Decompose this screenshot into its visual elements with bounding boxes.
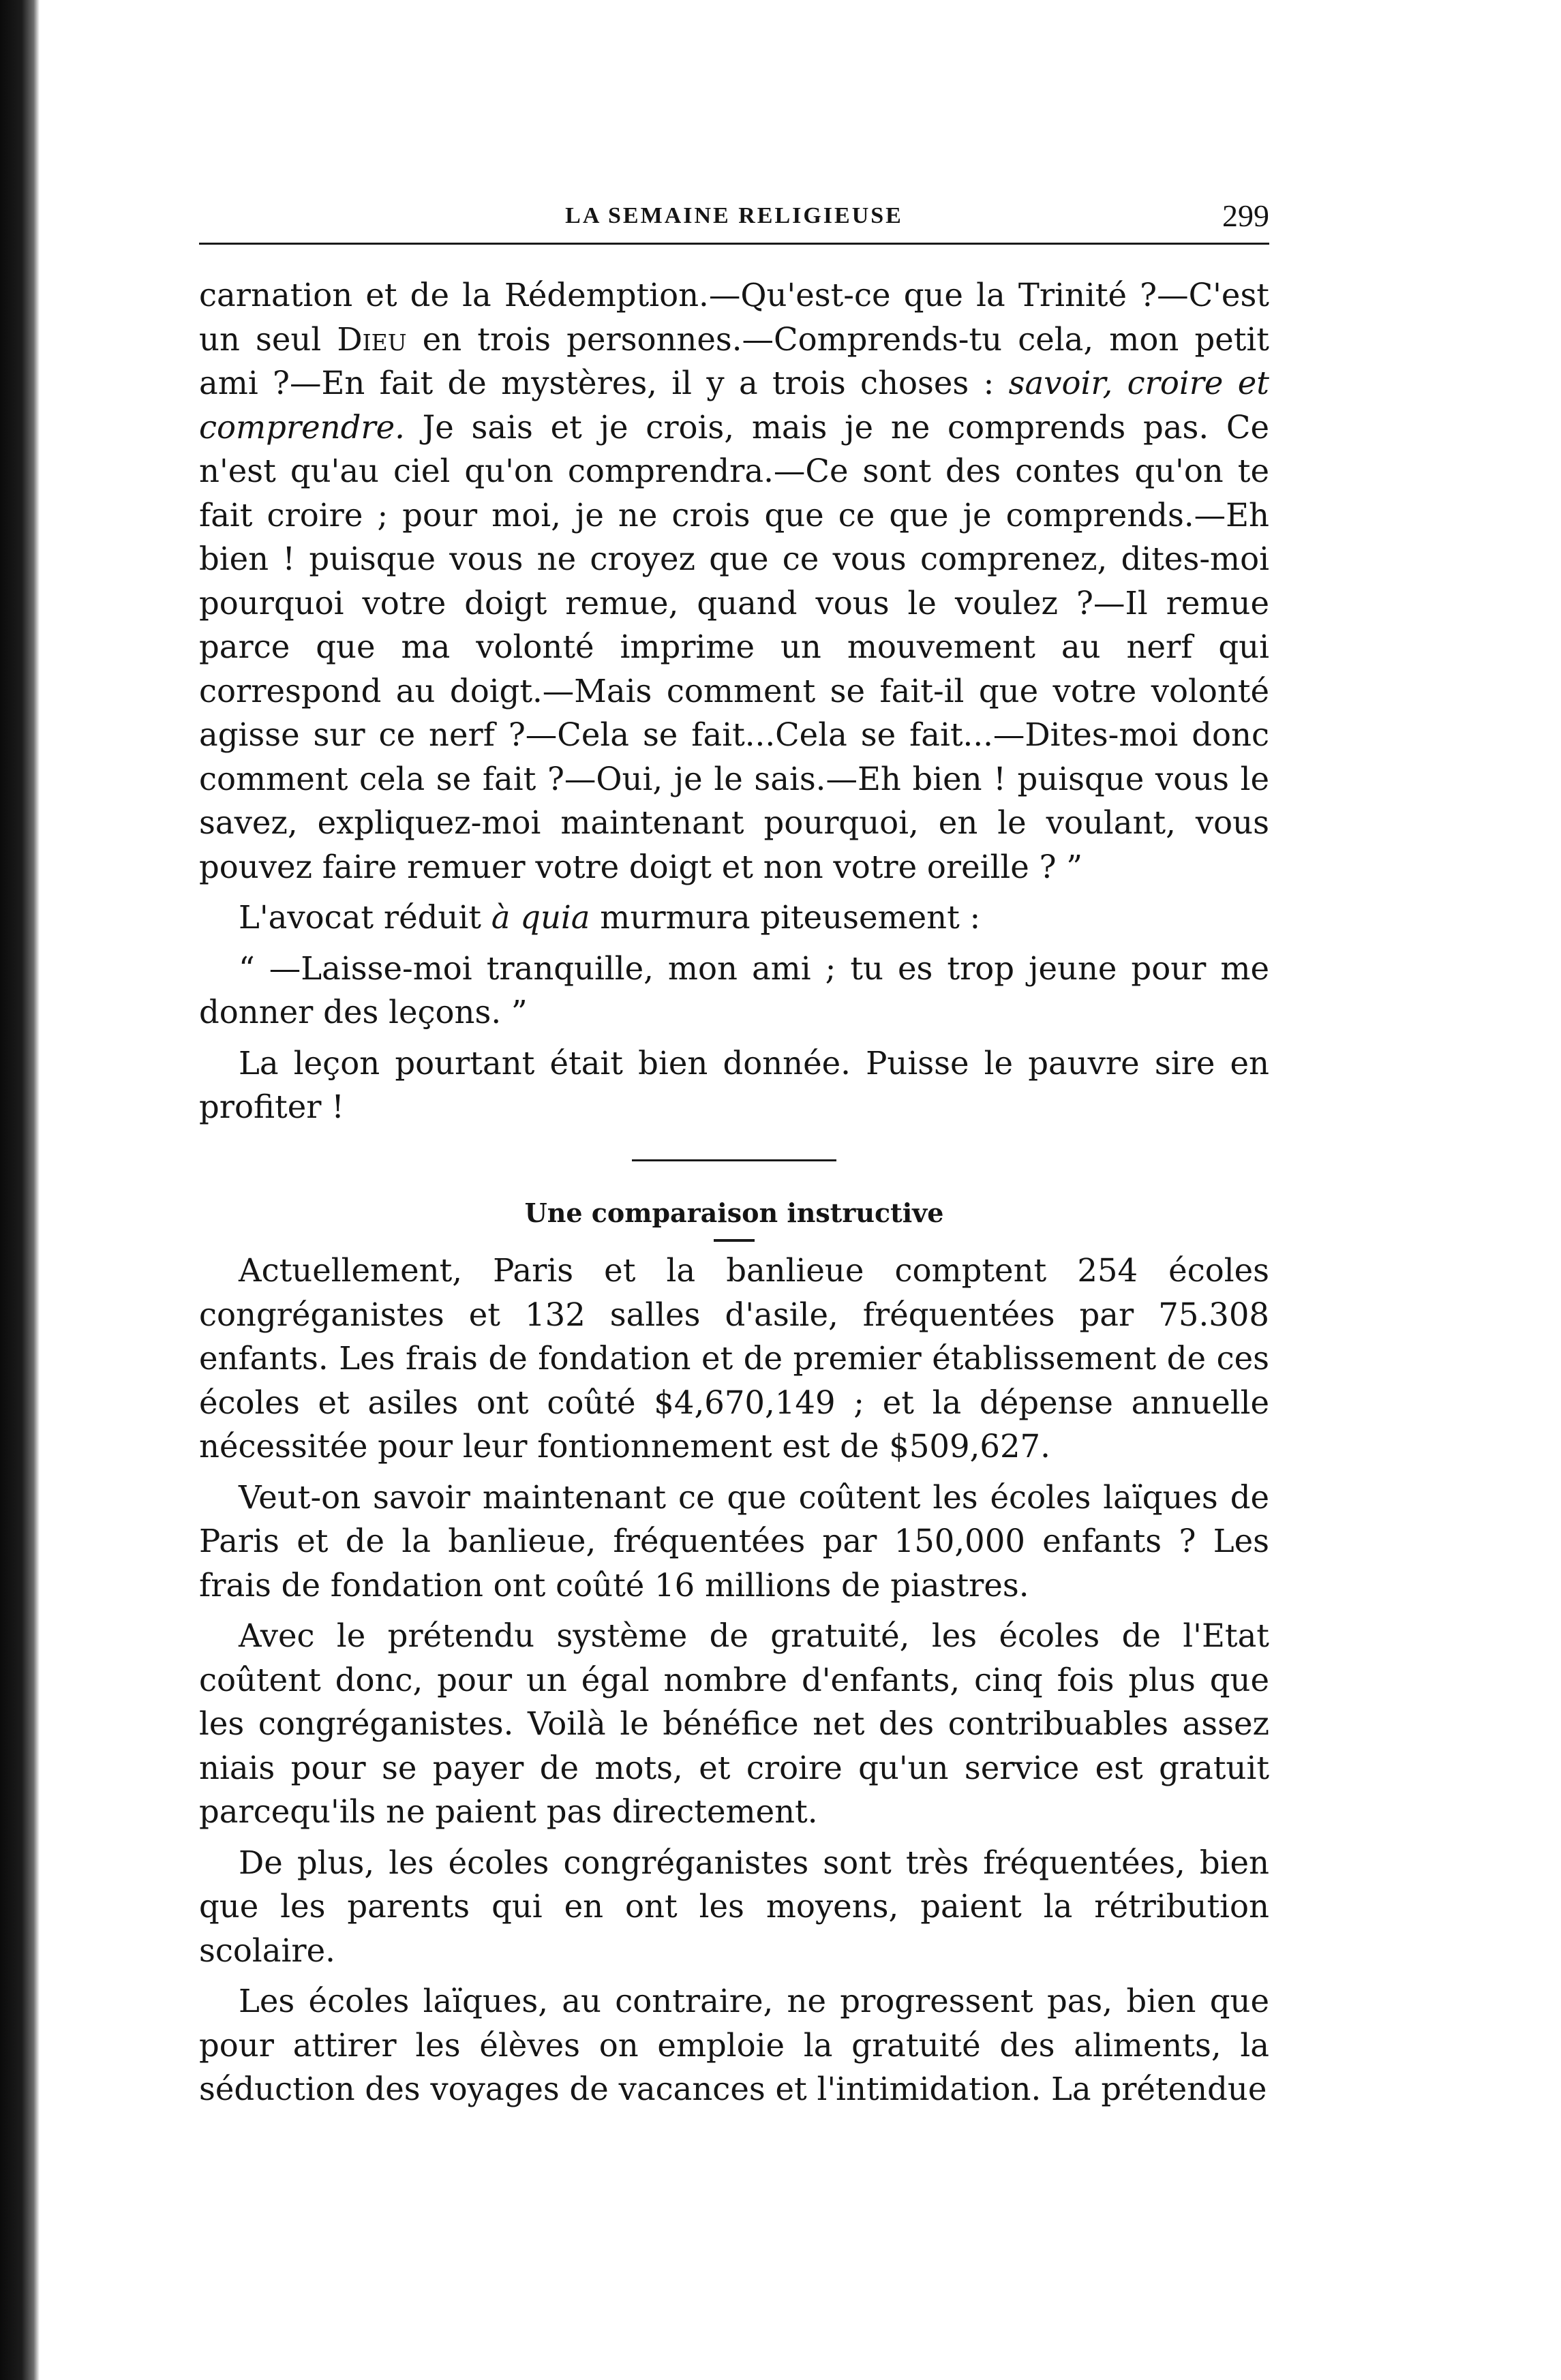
- italic-text: à quia: [491, 899, 590, 936]
- paragraph-lecon: La leçon pourtant était bien donnée. Puisse le pauvre sire en profiter !: [199, 1044, 1269, 1125]
- paragraph-paris-schools: Actuellement, Paris et la banlieue comptent 254 écoles congréganistes et 132 salles d'asile, fréquentées par 75.308 enfants. Les frais de fondation et de premier établissement de ces écoles et asiles ont coûté $4,670,149 ; et la dépense annuelle nécessitée pour leur fontionnement est de $509,627.: [199, 1252, 1269, 1465]
- section-divider: [632, 1159, 836, 1161]
- printed-page: [199, 198, 1269, 2118]
- paragraph-text: en trois personnes.—Comprends-tu cela, mon petit ami ?—En fait de mystères, il y a trois choses :: [199, 320, 1269, 401]
- paragraph-laic-progress: Les écoles laïques, au contraire, ne progressent pas, bien que pour attirer les élèves on emploie la gratuité des aliments, la séduction des voyages de vacances et l'intimidation. La prétendue: [199, 1983, 1269, 2107]
- paragraph-avocat: [199, 896, 1269, 940]
- italic-text: savoir, croire et comprendre.: [199, 365, 1269, 446]
- running-head: [199, 198, 1269, 245]
- body-text: [199, 273, 1269, 2111]
- paragraph-text: carnation et de la Rédemption.—Qu'est-ce que la Trinité ?—C'est un seul: [199, 277, 1269, 358]
- page-number: 299: [1222, 198, 1269, 233]
- paragraph-quote: “ —Laisse-moi tranquille, mon ami ; tu es trop jeune pour me donner des leçons. ”: [199, 949, 1269, 1031]
- paragraph-text: Je sais et je crois, mais je ne comprends pas. Ce n'est qu'au ciel qu'on comprendra.—Ce sont des contes qu'on te fait croire ; pour moi, je ne crois que ce que je comprends.—Eh bien ! puisque vous ne croyez que ce vous comprenez, dites-moi pourquoi votre doigt remue, quand vous le voulez ?—Il remue parce que ma volonté imprime un mouvement au nerf qui correspond au doigt.—Mais comment se fait-il que votre volonté agisse sur ce nerf ?—Cela se fait...Cela se fait...—Dites-moi donc comment cela se fait ?—Oui, je le sais.—Eh bien ! puisque vous le savez, expliquez-moi maintenant pourquoi, en le voulant, vous pouvez faire remuer votre doigt et non votre oreille ? ”: [199, 408, 1269, 885]
- paragraph-frequentation: De plus, les écoles congréganistes sont très fréquentées, bien que les parents qui en ont les moyens, paient la rétribution scolaire.: [199, 1844, 1269, 1969]
- paragraph-laic-schools: Veut-on savoir maintenant ce que coûtent les écoles laïques de Paris et de la banlieue, fréquentées par 150,000 enfants ? Les frais de fondation ont coûté 16 millions de piastres.: [199, 1478, 1269, 1604]
- paragraph-dialogue: [199, 273, 1269, 889]
- title-dash: [714, 1239, 755, 1242]
- section-title: Une comparaison instructive: [524, 1197, 944, 1228]
- paragraph-text: L'avocat réduit: [239, 899, 491, 936]
- paragraph-text: murmura piteusement :: [590, 899, 981, 936]
- book-binding-edge: [0, 0, 40, 2380]
- paragraph-gratuity: Avec le prétendu système de gratuité, les écoles de l'Etat coûtent donc, pour un égal nombre d'enfants, cinq fois plus que les congréganistes. Voilà le bénéfice net des contribuables assez niais pour se payer de mots, et croire qu'un service est gratuit parcequ'ils ne paient pas directement.: [199, 1617, 1269, 1830]
- running-title: LA SEMAINE RELIGIEUSE: [565, 203, 903, 228]
- dieu-small-caps: Dieu: [337, 320, 407, 358]
